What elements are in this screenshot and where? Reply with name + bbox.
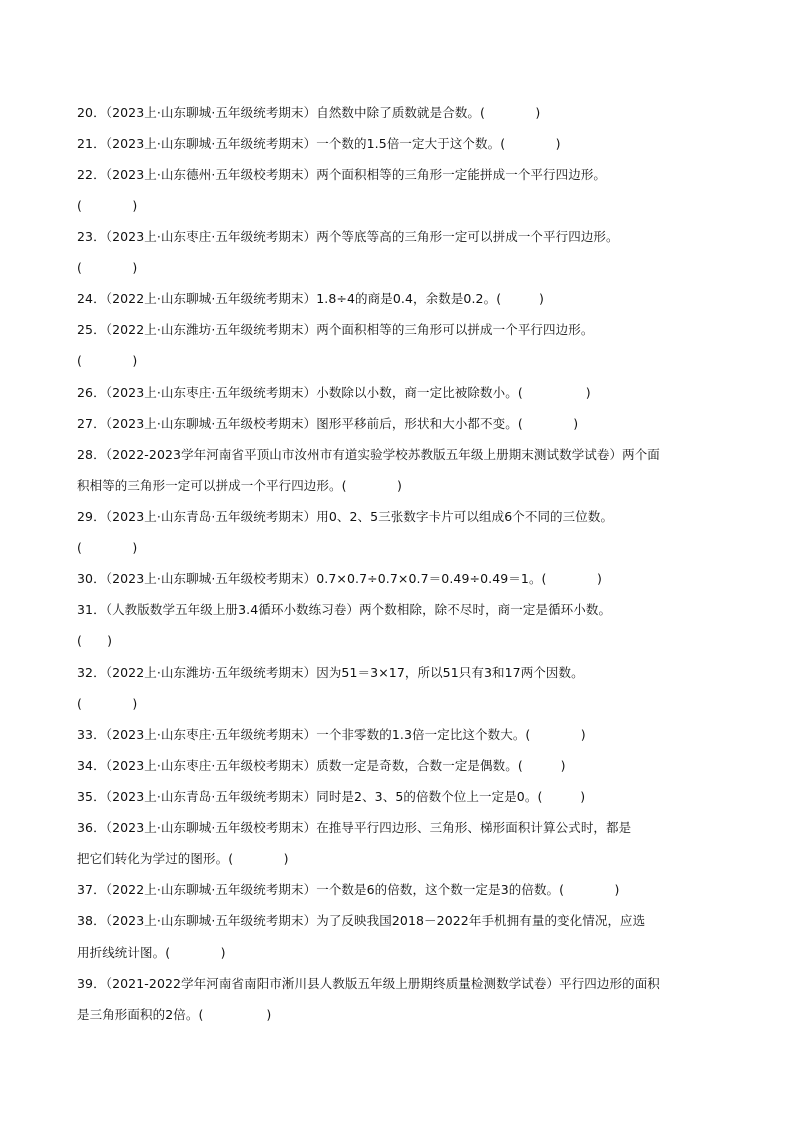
question-24 xyxy=(77,291,717,307)
question-source: （2023上·山东青岛·五年级统考期末） xyxy=(105,509,317,524)
question-source: （2022上·山东聊城·五年级统考期末） xyxy=(105,882,317,897)
question-28 xyxy=(77,447,717,463)
question-22 xyxy=(77,167,717,183)
question-source: （2023上·山东枣庄·五年级校考期末） xyxy=(105,758,317,773)
question-text: 一个数的1.5倍一定大于这个数。( ) xyxy=(316,136,561,151)
question-text: 质数一定是奇数，合数一定是偶数。( ) xyxy=(316,758,566,773)
question-38 xyxy=(77,913,717,929)
question-number: 35． xyxy=(77,789,106,804)
question-23-continuation: ( ) xyxy=(77,260,138,275)
question-39-continuation: 是三角形面积的2倍。( ) xyxy=(77,1007,272,1022)
question-source: （2022上·山东聊城·五年级统考期末） xyxy=(105,291,317,306)
question-number: 21． xyxy=(77,136,106,151)
question-number: 20． xyxy=(77,105,106,120)
question-37 xyxy=(77,882,717,898)
question-36 xyxy=(77,820,717,836)
question-34 xyxy=(77,758,717,774)
question-26 xyxy=(77,385,717,401)
question-source: （2022上·山东潍坊·五年级统考期末） xyxy=(105,665,317,680)
question-source: （2023上·山东聊城·五年级统考期末） xyxy=(105,913,317,928)
question-source: （2023上·山东聊城·五年级校考期末） xyxy=(105,820,317,835)
question-source: （2023上·山东德州·五年级校考期末） xyxy=(105,167,317,182)
question-source: （2023上·山东聊城·五年级统考期末） xyxy=(105,105,317,120)
question-text: 一个数是6的倍数，这个数一定是3的倍数。( ) xyxy=(316,882,620,897)
question-text: 两个等底等高的三角形一定可以拼成一个平行四边形。 xyxy=(316,229,619,244)
question-31-continuation: ( ) xyxy=(77,633,113,648)
question-source: （2023上·山东枣庄·五年级统考期末） xyxy=(105,229,317,244)
question-text: 两个数相除，除不尽时，商一定是循环小数。 xyxy=(359,602,612,617)
question-22-continuation: ( ) xyxy=(77,198,138,213)
question-source: （2021-2022学年河南省南阳市淅川县人教版五年级上册期终质量检测数学试卷） xyxy=(105,976,560,991)
question-source: （2022上·山东潍坊·五年级统考期末） xyxy=(105,322,317,337)
question-number: 36． xyxy=(77,820,106,835)
question-39 xyxy=(77,976,717,992)
question-text: 同时是2、3、5的倍数个位上一定是0。( ) xyxy=(316,789,586,804)
question-number: 23． xyxy=(77,229,106,244)
question-35 xyxy=(77,789,717,805)
question-text: 为了反映我国2018－2022年手机拥有量的变化情况，应选 xyxy=(316,913,646,928)
question-source: （2023上·山东聊城·五年级校考期末） xyxy=(105,571,317,586)
question-source: （2022-2023学年河南省平顶山市汝州市有道实验学校苏教版五年级上册期末测试数学试卷） xyxy=(105,447,623,462)
question-number: 30． xyxy=(77,571,106,586)
question-number: 39． xyxy=(77,976,106,991)
question-28-continuation: 积相等的三角形一定可以拼成一个平行四边形。( ) xyxy=(77,478,402,493)
question-text: 图形平移前后，形状和大小都不变。( ) xyxy=(316,416,579,431)
question-number: 22． xyxy=(77,167,106,182)
question-text: 自然数中除了质数就是合数。( ) xyxy=(316,105,541,120)
question-32-continuation: ( ) xyxy=(77,696,138,711)
question-23 xyxy=(77,229,717,245)
question-29 xyxy=(77,509,717,525)
question-21 xyxy=(77,136,717,152)
question-number: 25． xyxy=(77,322,106,337)
question-number: 28． xyxy=(77,447,106,462)
question-number: 37． xyxy=(77,882,106,897)
question-25-continuation: ( ) xyxy=(77,353,138,368)
question-36-continuation: 把它们转化为学过的图形。( ) xyxy=(77,851,289,866)
question-number: 29． xyxy=(77,509,106,524)
question-30 xyxy=(77,571,717,587)
question-number: 26． xyxy=(77,385,106,400)
question-number: 33． xyxy=(77,727,106,742)
question-text: 0.7×0.7÷0.7×0.7＝0.49÷0.49＝1。( ) xyxy=(316,571,602,586)
question-text: 用0、2、5三张数字卡片可以组成6个不同的三位数。 xyxy=(316,509,614,524)
question-number: 27． xyxy=(77,416,106,431)
question-number: 34． xyxy=(77,758,106,773)
question-text: 两个面积相等的三角形一定能拼成一个平行四边形。 xyxy=(316,167,607,182)
question-source: （2023上·山东聊城·五年级校考期末） xyxy=(105,416,317,431)
question-38-continuation: 用折线统计图。( ) xyxy=(77,945,226,960)
question-text: 两个面积相等的三角形可以拼成一个平行四边形。 xyxy=(316,322,594,337)
question-source: （2023上·山东枣庄·五年级统考期末） xyxy=(105,727,317,742)
question-number: 31． xyxy=(77,602,106,617)
question-31 xyxy=(77,602,717,618)
question-text: 因为51＝3×17，所以51只有3和17两个因数。 xyxy=(316,665,584,680)
question-text: 在推导平行四边形、三角形、梯形面积计算公式时，都是 xyxy=(316,820,632,835)
question-text: 两个面 xyxy=(622,447,660,462)
question-text: 1.8÷4的商是0.4，余数是0.2。( ) xyxy=(316,291,544,306)
question-source: （2023上·山东枣庄·五年级统考期末） xyxy=(105,385,317,400)
question-text: 平行四边形的面积 xyxy=(559,976,660,991)
question-29-continuation: ( ) xyxy=(77,540,138,555)
question-text: 小数除以小数，商一定比被除数小。( ) xyxy=(316,385,591,400)
question-number: 24． xyxy=(77,291,106,306)
question-text: 一个非零数的1.3倍一定比这个数大。( ) xyxy=(316,727,586,742)
question-number: 32． xyxy=(77,665,106,680)
question-20 xyxy=(77,105,717,121)
question-source: （2023上·山东聊城·五年级统考期末） xyxy=(105,136,317,151)
question-source: （人教版数学五年级上册3.4循环小数练习卷） xyxy=(105,602,360,617)
question-33 xyxy=(77,727,717,743)
question-32 xyxy=(77,665,717,681)
question-source: （2023上·山东青岛·五年级统考期末） xyxy=(105,789,317,804)
question-25 xyxy=(77,322,717,338)
question-27 xyxy=(77,416,717,432)
question-number: 38． xyxy=(77,913,106,928)
